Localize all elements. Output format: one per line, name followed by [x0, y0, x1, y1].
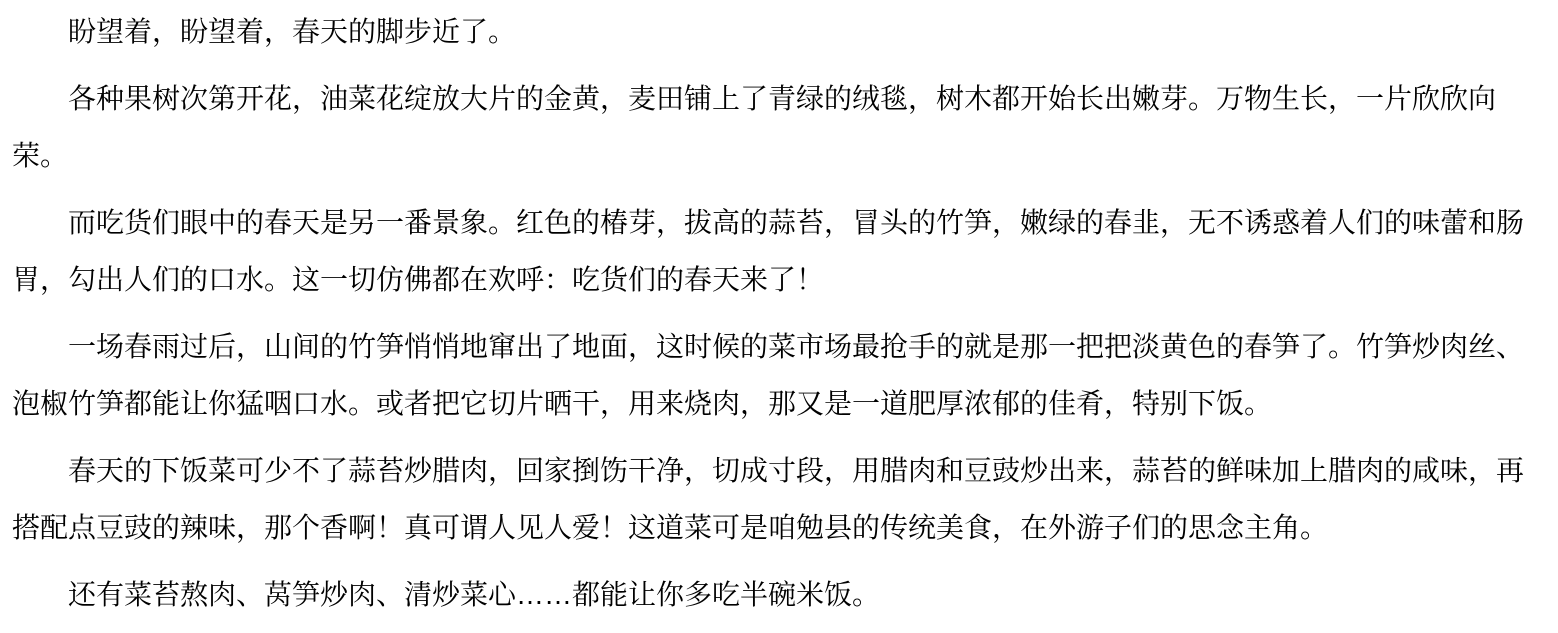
paragraph: 而吃货们眼中的春天是另一番景象。红色的椿芽，拔高的蒜苔，冒头的竹笋，嫩绿的春韭，无不诱惑着人们的味蕾和肠胃，勾出人们的口水。这一切仿佛都在欢呼：吃货们的春天来了！ — [12, 207, 1525, 295]
paragraph: 春天的下饭菜可少不了蒜苔炒腊肉，回家捯饬干净，切成寸段，用腊肉和豆豉炒出来，蒜苔的鲜味加上腊肉的咸味，再搭配点豆豉的辣味，那个香啊！真可谓人见人爱！这道菜可是咱勉县的传统美食，在外游子们的思念主角。 — [12, 455, 1525, 543]
document-page — [0, 3, 1558, 633]
paragraph: 还有菜苔熬肉、莴笋炒肉、清炒菜心……都能让你多吃半碗米饭。 — [68, 579, 881, 610]
paragraph: 盼望着，盼望着，春天的脚步近了。 — [68, 16, 517, 47]
paragraph: 各种果树次第开花，油菜花绽放大片的金黄，麦田铺上了青绿的绒毯，树木都开始长出嫩芽。万物生长，一片欣欣向荣。 — [12, 83, 1497, 171]
paragraph: 一场春雨过后，山间的竹笋悄悄地窜出了地面，这时候的菜市场最抢手的就是那一把把淡黄色的春笋了。竹笋炒肉丝、泡椒竹笋都能让你猛咽口水。或者把它切片晒干，用来烧肉，那又是一道肥厚浓郁的佳肴，特别下饭。 — [12, 331, 1525, 419]
